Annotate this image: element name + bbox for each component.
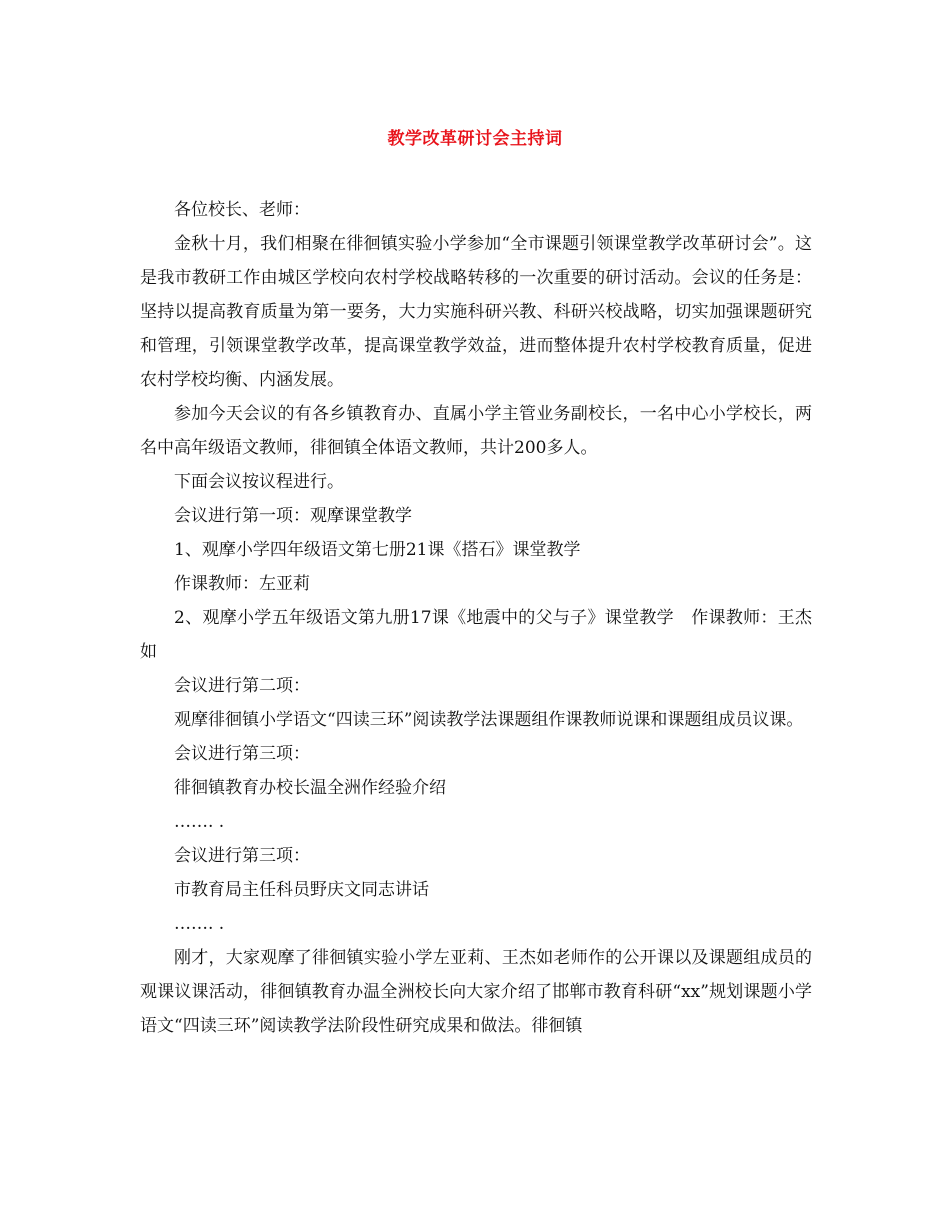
paragraph-ellipsis-1: ……. . [174,812,225,832]
paragraph-summary: 刚才，大家观摩了徘徊镇实验小学左亚莉、王杰如老师作的公开课以及课题组成员的观课议课活动，徘徊镇教育办温全洲校长向大家介绍了邯郸市教育科研“xx”规划课题小学语文“四读三环”阅读教学法阶段性研究成果和做法。徘徊镇 [140,948,812,1036]
paragraph-agenda: 下面会议按议程进行。 [174,472,344,492]
paragraph-item-3-detail: 徘徊镇教育办校长温全洲作经验介绍 [174,778,446,798]
paragraph-attendees: 参加今天会议的有各乡镇教育办、直属小学主管业务副校长，一名中心小学校长，两名中高年级语文教师，徘徊镇全体语文教师，共计200多人。 [140,404,812,458]
document-title: 教学改革研讨会主持词 [387,129,563,149]
paragraph-item-3: 会议进行第三项： [174,744,310,764]
paragraph-intro: 金秋十月，我们相聚在徘徊镇实验小学参加“全市课题引领课堂教学改革研讨会”。这是我市教研工作由城区学校向农村学校战略转移的一次重要的研讨活动。会议的任务是：坚持以提高教育质量为第一要务，大力实施科研兴教、科研兴校战略，切实加强课题研究和管理，引领课堂教学改革，提高课堂教学效益，进而整体提升农村学校教育质量，促进农村学校均衡、内涵发展。 [140,234,812,390]
paragraph-teacher-1: 作课教师：左亚莉 [174,574,310,594]
paragraph-item-2-detail: 观摩徘徊镇小学语文“四读三环”阅读教学法课题组作课教师说课和课题组成员议课。 [174,710,804,730]
paragraph-item-3b-detail: 市教育局主任科员野庆文同志讲话 [174,880,429,900]
paragraph-lesson-2: 2、观摩小学五年级语文第九册17课《地震中的父与子》课堂教学 作课教师：王杰如 [140,608,812,662]
paragraph-greeting: 各位校长、老师： [174,200,310,220]
paragraph-ellipsis-2: ……. . [174,914,225,934]
paragraph-item-2: 会议进行第二项： [174,676,310,696]
paragraph-item-3b: 会议进行第三项： [174,846,310,866]
paragraph-item-1: 会议进行第一项：观摩课堂教学 [174,506,412,526]
document-body [140,193,812,1043]
paragraph-lesson-1: 1、观摩小学四年级语文第七册21课《搭石》课堂教学 [174,540,581,560]
